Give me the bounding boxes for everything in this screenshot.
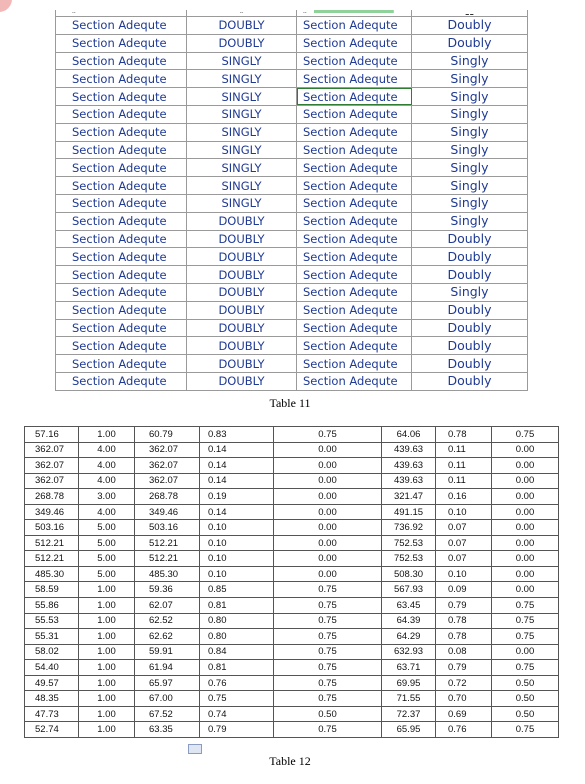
table-row bbox=[25, 504, 559, 520]
table-cell[interactable]: SINGLY bbox=[187, 141, 297, 159]
table-cell: 752.53 bbox=[382, 551, 436, 567]
table-cell[interactable]: Section Adequte bbox=[297, 177, 412, 195]
table-row bbox=[25, 473, 559, 489]
table-cell: 632.93 bbox=[382, 644, 436, 660]
table-cell[interactable]: Section Adequte bbox=[297, 194, 412, 212]
table-row bbox=[25, 566, 559, 582]
table-cell: 752.53 bbox=[382, 535, 436, 551]
table-cell[interactable]: Section Adequte bbox=[56, 123, 187, 141]
table-cell[interactable]: Doubly bbox=[412, 230, 528, 248]
table-cell: 63.71 bbox=[382, 660, 436, 676]
table-cell: 5.00 bbox=[79, 535, 135, 551]
header-fragment-cell: -- bbox=[187, 10, 297, 17]
table-cell: 0.00 bbox=[492, 582, 559, 598]
table-cell: 0.79 bbox=[200, 722, 274, 738]
table-row bbox=[56, 248, 528, 266]
table-cell: 5.00 bbox=[79, 551, 135, 567]
table-cell: 0.75 bbox=[492, 660, 559, 676]
table-row bbox=[25, 551, 559, 567]
table-cell: 0.10 bbox=[436, 504, 492, 520]
table-cell[interactable]: Doubly bbox=[412, 355, 528, 373]
table-cell[interactable]: Section Adequte bbox=[56, 372, 187, 390]
table-row bbox=[56, 212, 528, 230]
table-cell[interactable]: SINGLY bbox=[187, 105, 297, 123]
table-cell[interactable]: Section Adequte bbox=[297, 301, 412, 319]
table-cell: 4.00 bbox=[79, 442, 135, 458]
table-cell: 1.00 bbox=[79, 629, 135, 645]
table-cell[interactable]: Singly bbox=[412, 141, 528, 159]
table-cell: 4.00 bbox=[79, 458, 135, 474]
table-row bbox=[25, 675, 559, 691]
table-cell: 0.69 bbox=[436, 706, 492, 722]
table-cell: 64.29 bbox=[382, 629, 436, 645]
table-row bbox=[25, 582, 559, 598]
table-cell: 55.31 bbox=[25, 629, 79, 645]
table-cell[interactable]: DOUBLY bbox=[187, 248, 297, 266]
table-cell: 65.95 bbox=[382, 722, 436, 738]
table-cell[interactable]: Section Adequte bbox=[56, 194, 187, 212]
table-cell: 0.00 bbox=[274, 473, 382, 489]
table-cell: 65.97 bbox=[135, 675, 200, 691]
table-11 bbox=[55, 5, 528, 391]
table-cell[interactable]: SINGLY bbox=[187, 194, 297, 212]
table-cell: 0.75 bbox=[274, 691, 382, 707]
table-cell[interactable]: Section Adequte bbox=[56, 212, 187, 230]
table-cell: 0.81 bbox=[200, 660, 274, 676]
table-cell: 0.00 bbox=[274, 489, 382, 505]
table-row bbox=[25, 722, 559, 738]
table-cell: 0.80 bbox=[200, 613, 274, 629]
table-cell: 736.92 bbox=[382, 520, 436, 536]
table-row bbox=[25, 535, 559, 551]
table-cell: 0.75 bbox=[492, 629, 559, 645]
table-cell: 0.75 bbox=[274, 660, 382, 676]
table-cell[interactable]: Section Adequte bbox=[297, 34, 412, 52]
table-cell[interactable]: Section Adequte bbox=[56, 248, 187, 266]
table-cell: 0.75 bbox=[200, 691, 274, 707]
table-cell: 54.40 bbox=[25, 660, 79, 676]
table-cell: 1.00 bbox=[79, 644, 135, 660]
table-cell: 0.50 bbox=[274, 706, 382, 722]
table-cell: 0.75 bbox=[274, 598, 382, 614]
table-cell[interactable]: Section Adequte bbox=[297, 17, 412, 35]
table-cell: 0.00 bbox=[492, 489, 559, 505]
table-cell: 485.30 bbox=[135, 566, 200, 582]
table-cell[interactable]: Section Adequte bbox=[56, 17, 187, 35]
table-cell: 4.00 bbox=[79, 473, 135, 489]
table-cell: 0.75 bbox=[274, 629, 382, 645]
table-cell[interactable]: Section Adequte bbox=[56, 52, 187, 70]
table-cell[interactable]: Singly bbox=[412, 88, 528, 106]
table-cell: 0.72 bbox=[436, 675, 492, 691]
table-row bbox=[56, 159, 528, 177]
table-cell: 0.78 bbox=[436, 427, 492, 443]
table-cell: 0.50 bbox=[492, 691, 559, 707]
table-cell[interactable]: Singly bbox=[412, 70, 528, 88]
table-12-container bbox=[24, 426, 558, 738]
table-cell[interactable]: Singly bbox=[412, 177, 528, 195]
table-cell[interactable]: Section Adequte bbox=[56, 159, 187, 177]
table-cell[interactable]: SINGLY bbox=[187, 177, 297, 195]
table-cell: 0.83 bbox=[200, 427, 274, 443]
table-cell: 0.00 bbox=[492, 644, 559, 660]
table-11-caption: Table 11 bbox=[269, 396, 311, 410]
table-cell: 0.70 bbox=[436, 691, 492, 707]
table-cell[interactable]: Doubly bbox=[412, 34, 528, 52]
table-cell[interactable]: Doubly bbox=[412, 266, 528, 284]
table-cell: 0.00 bbox=[492, 566, 559, 582]
table-cell: 321.47 bbox=[382, 489, 436, 505]
table-cell: 349.46 bbox=[135, 504, 200, 520]
table-cell: 0.79 bbox=[436, 598, 492, 614]
table-cell: 0.00 bbox=[274, 520, 382, 536]
table-12 bbox=[24, 426, 559, 738]
table-cell: 58.59 bbox=[25, 582, 79, 598]
table-cell: 64.39 bbox=[382, 613, 436, 629]
table-row bbox=[56, 17, 528, 35]
table-cell[interactable]: Section Adequte bbox=[297, 212, 412, 230]
table-cell: 0.76 bbox=[200, 675, 274, 691]
table-cell: 268.78 bbox=[25, 489, 79, 505]
table-cell: 55.53 bbox=[25, 613, 79, 629]
table-row bbox=[56, 337, 528, 355]
table-cell: 1.00 bbox=[79, 691, 135, 707]
table-cell[interactable]: DOUBLY bbox=[187, 355, 297, 373]
table-cell: 59.36 bbox=[135, 582, 200, 598]
table-cell: 512.21 bbox=[25, 551, 79, 567]
table-cell[interactable]: Singly bbox=[412, 52, 528, 70]
table-cell: 0.74 bbox=[200, 706, 274, 722]
table-cell: 512.21 bbox=[135, 535, 200, 551]
table-cell: 0.00 bbox=[492, 458, 559, 474]
header-fragment-cell: -- bbox=[56, 10, 187, 17]
table-row bbox=[56, 372, 528, 390]
table-cell[interactable]: DOUBLY bbox=[187, 319, 297, 337]
table-cell[interactable]: Section Adequte bbox=[297, 141, 412, 159]
table-cell: 0.14 bbox=[200, 442, 274, 458]
table-cell: 0.50 bbox=[492, 706, 559, 722]
table-cell: 0.00 bbox=[274, 566, 382, 582]
table-cell: 0.16 bbox=[436, 489, 492, 505]
table-cell: 69.95 bbox=[382, 675, 436, 691]
table-cell: 268.78 bbox=[135, 489, 200, 505]
table-row bbox=[56, 301, 528, 319]
table-cell: 0.00 bbox=[274, 442, 382, 458]
table-cell: 0.75 bbox=[274, 427, 382, 443]
paste-options-icon[interactable] bbox=[188, 744, 202, 754]
table-cell: 0.00 bbox=[492, 442, 559, 458]
table-cell: 362.07 bbox=[135, 473, 200, 489]
table-cell[interactable]: Section Adequte bbox=[56, 70, 187, 88]
table-cell: 64.06 bbox=[382, 427, 436, 443]
table-cell: 62.62 bbox=[135, 629, 200, 645]
table-cell: 1.00 bbox=[79, 722, 135, 738]
table-row bbox=[25, 489, 559, 505]
table-row bbox=[25, 442, 559, 458]
table-cell: 485.30 bbox=[25, 566, 79, 582]
table-cell: 0.75 bbox=[274, 613, 382, 629]
header-fragment-cell: -- bbox=[412, 10, 528, 17]
table-cell: 362.07 bbox=[135, 458, 200, 474]
table-row bbox=[56, 283, 528, 301]
table-cell[interactable]: Section Adequte bbox=[56, 319, 187, 337]
table-cell: 0.00 bbox=[274, 504, 382, 520]
table-cell: 0.19 bbox=[200, 489, 274, 505]
table-row bbox=[56, 88, 528, 106]
table-cell: 0.11 bbox=[436, 458, 492, 474]
table-cell[interactable]: Section Adequte bbox=[56, 337, 187, 355]
corner-mark bbox=[0, 0, 12, 12]
table-cell: 0.75 bbox=[274, 644, 382, 660]
table-row bbox=[25, 660, 559, 676]
table-row bbox=[56, 266, 528, 284]
table-cell[interactable]: Doubly bbox=[412, 301, 528, 319]
table-cell: 3.00 bbox=[79, 489, 135, 505]
table-cell: 362.07 bbox=[25, 458, 79, 474]
table-cell: 0.75 bbox=[274, 722, 382, 738]
table-cell: 0.75 bbox=[492, 598, 559, 614]
table-cell[interactable]: Section Adequte bbox=[297, 248, 412, 266]
table-cell: 491.15 bbox=[382, 504, 436, 520]
table-cell[interactable]: Section Adequte bbox=[297, 266, 412, 284]
table-cell: 0.11 bbox=[436, 473, 492, 489]
table-cell: 0.00 bbox=[492, 504, 559, 520]
table-cell[interactable]: Section Adequte bbox=[56, 177, 187, 195]
table-cell[interactable]: Singly bbox=[412, 159, 528, 177]
table-cell: 0.75 bbox=[492, 722, 559, 738]
table-row bbox=[25, 629, 559, 645]
table-cell: 1.00 bbox=[79, 613, 135, 629]
table-cell: 0.50 bbox=[492, 675, 559, 691]
table-cell[interactable]: Section Adequte bbox=[297, 70, 412, 88]
table-row bbox=[56, 355, 528, 373]
table-cell: 59.91 bbox=[135, 644, 200, 660]
table-cell: 67.52 bbox=[135, 706, 200, 722]
table-cell: 63.35 bbox=[135, 722, 200, 738]
table-cell: 1.00 bbox=[79, 675, 135, 691]
table-cell[interactable]: Section Adequte bbox=[297, 283, 412, 301]
table-cell: 47.73 bbox=[25, 706, 79, 722]
table-cell: 67.00 bbox=[135, 691, 200, 707]
table-cell: 0.00 bbox=[492, 520, 559, 536]
table-row bbox=[56, 141, 528, 159]
table-cell: 0.00 bbox=[274, 458, 382, 474]
table-row bbox=[56, 34, 528, 52]
table-cell[interactable]: Section Adequte bbox=[56, 141, 187, 159]
table-cell: 362.07 bbox=[25, 442, 79, 458]
table-cell[interactable]: Singly bbox=[412, 283, 528, 301]
table-cell: 503.16 bbox=[135, 520, 200, 536]
table-cell: 60.79 bbox=[135, 427, 200, 443]
table-cell: 0.10 bbox=[436, 566, 492, 582]
table-cell: 1.00 bbox=[79, 706, 135, 722]
table-cell: 0.84 bbox=[200, 644, 274, 660]
table-cell: 362.07 bbox=[135, 442, 200, 458]
table-cell: 0.78 bbox=[436, 613, 492, 629]
table-cell[interactable]: Section Adequte bbox=[56, 88, 187, 106]
table-cell: 72.37 bbox=[382, 706, 436, 722]
table-cell: 0.00 bbox=[274, 535, 382, 551]
table-row bbox=[25, 458, 559, 474]
table-row bbox=[56, 123, 528, 141]
table-cell: 0.80 bbox=[200, 629, 274, 645]
table-cell[interactable]: DOUBLY bbox=[187, 372, 297, 390]
table-cell[interactable]: SINGLY bbox=[187, 159, 297, 177]
table-cell[interactable]: Section Adequte bbox=[297, 355, 412, 373]
table-cell: 0.00 bbox=[492, 473, 559, 489]
table-cell[interactable]: SINGLY bbox=[187, 123, 297, 141]
table-cell: 49.57 bbox=[25, 675, 79, 691]
table-row bbox=[25, 644, 559, 660]
table-row bbox=[56, 52, 528, 70]
table-cell: 362.07 bbox=[25, 473, 79, 489]
table-cell: 71.55 bbox=[382, 691, 436, 707]
table-cell: 0.11 bbox=[436, 442, 492, 458]
table-row bbox=[56, 177, 528, 195]
table-cell[interactable]: Doubly bbox=[412, 372, 528, 390]
table-cell[interactable]: Doubly bbox=[412, 337, 528, 355]
table-row bbox=[25, 706, 559, 722]
table-cell: 512.21 bbox=[25, 535, 79, 551]
table-cell[interactable]: Section Adequte bbox=[56, 266, 187, 284]
table-cell[interactable]: Section Adequte bbox=[297, 319, 412, 337]
table-cell[interactable]: Section Adequte bbox=[56, 230, 187, 248]
header-fragment-cell: -- bbox=[297, 10, 412, 17]
table-cell: 1.00 bbox=[79, 582, 135, 598]
table-cell[interactable]: Section Adequte bbox=[297, 52, 412, 70]
table-cell: 0.75 bbox=[492, 613, 559, 629]
table-cell: 0.14 bbox=[200, 458, 274, 474]
table-cell[interactable]: Section Adequte bbox=[297, 88, 412, 106]
table-cell: 0.76 bbox=[436, 722, 492, 738]
table-cell: 61.94 bbox=[135, 660, 200, 676]
table-cell[interactable]: Section Adequte bbox=[297, 372, 412, 390]
table-cell[interactable]: DOUBLY bbox=[187, 266, 297, 284]
table-cell[interactable]: Singly bbox=[412, 123, 528, 141]
table-cell[interactable]: DOUBLY bbox=[187, 230, 297, 248]
table-cell: 0.85 bbox=[200, 582, 274, 598]
table-cell: 0.75 bbox=[492, 427, 559, 443]
table-11-container bbox=[55, 5, 527, 391]
table-cell[interactable]: DOUBLY bbox=[187, 212, 297, 230]
table-cell: 1.00 bbox=[79, 427, 135, 443]
table-cell[interactable]: Singly bbox=[412, 212, 528, 230]
table-cell: 58.02 bbox=[25, 644, 79, 660]
table-cell[interactable]: Section Adequte bbox=[297, 159, 412, 177]
table-cell: 512.21 bbox=[135, 551, 200, 567]
table-cell[interactable]: Section Adequte bbox=[56, 355, 187, 373]
table-cell: 0.75 bbox=[274, 582, 382, 598]
table-cell: 0.07 bbox=[436, 520, 492, 536]
table-cell[interactable]: Doubly bbox=[412, 17, 528, 35]
table-cell: 508.30 bbox=[382, 566, 436, 582]
table-cell: 52.74 bbox=[25, 722, 79, 738]
table-cell: 1.00 bbox=[79, 598, 135, 614]
table-cell: 0.79 bbox=[436, 660, 492, 676]
table-cell[interactable]: DOUBLY bbox=[187, 283, 297, 301]
table-cell: 439.63 bbox=[382, 473, 436, 489]
table-cell[interactable]: DOUBLY bbox=[187, 34, 297, 52]
table-cell[interactable]: Doubly bbox=[412, 248, 528, 266]
table-cell: 0.78 bbox=[436, 629, 492, 645]
table-cell[interactable]: Section Adequte bbox=[56, 283, 187, 301]
table-cell: 0.00 bbox=[274, 551, 382, 567]
table-row bbox=[56, 194, 528, 212]
table-cell[interactable]: DOUBLY bbox=[187, 17, 297, 35]
table-cell: 5.00 bbox=[79, 520, 135, 536]
table-cell: 0.75 bbox=[274, 675, 382, 691]
table-cell: 62.52 bbox=[135, 613, 200, 629]
table-cell[interactable]: Section Adequte bbox=[297, 337, 412, 355]
table-cell: 0.10 bbox=[200, 566, 274, 582]
table-cell[interactable]: SINGLY bbox=[187, 70, 297, 88]
table-cell: 48.35 bbox=[25, 691, 79, 707]
table-cell: 0.07 bbox=[436, 551, 492, 567]
table-cell: 0.07 bbox=[436, 535, 492, 551]
table-cell[interactable]: Section Adequte bbox=[56, 34, 187, 52]
table-row bbox=[56, 70, 528, 88]
table-cell[interactable]: Section Adequte bbox=[297, 123, 412, 141]
table-cell[interactable]: Section Adequte bbox=[297, 105, 412, 123]
table-row bbox=[25, 427, 559, 443]
table-cell: 0.09 bbox=[436, 582, 492, 598]
table-cell: 0.14 bbox=[200, 504, 274, 520]
table-cell: 0.00 bbox=[492, 535, 559, 551]
table-cell: 503.16 bbox=[25, 520, 79, 536]
table-cell: 4.00 bbox=[79, 504, 135, 520]
table-cell: 63.45 bbox=[382, 598, 436, 614]
table-cell: 0.10 bbox=[200, 551, 274, 567]
table-row bbox=[25, 598, 559, 614]
table-cell[interactable]: Doubly bbox=[412, 319, 528, 337]
table-cell: 62.07 bbox=[135, 598, 200, 614]
table-cell[interactable]: DOUBLY bbox=[187, 301, 297, 319]
table-cell: 0.81 bbox=[200, 598, 274, 614]
table-cell[interactable]: Singly bbox=[412, 194, 528, 212]
table-12-caption: Table 12 bbox=[269, 754, 311, 768]
table-row bbox=[56, 105, 528, 123]
table-cell[interactable]: SINGLY bbox=[187, 52, 297, 70]
table-cell[interactable]: Section Adequte bbox=[297, 230, 412, 248]
table-cell: 55.86 bbox=[25, 598, 79, 614]
table-cell: 567.93 bbox=[382, 582, 436, 598]
table-cell: 57.16 bbox=[25, 427, 79, 443]
table-cell: 0.08 bbox=[436, 644, 492, 660]
table-cell: 5.00 bbox=[79, 566, 135, 582]
table-row bbox=[25, 520, 559, 536]
table-cell[interactable]: Section Adequte bbox=[56, 301, 187, 319]
table-cell: 0.10 bbox=[200, 535, 274, 551]
table-cell: 0.14 bbox=[200, 473, 274, 489]
table-cell[interactable]: SINGLY bbox=[187, 88, 297, 106]
table-cell[interactable]: DOUBLY bbox=[187, 337, 297, 355]
table-cell: 0.00 bbox=[492, 551, 559, 567]
table-cell[interactable]: Section Adequte bbox=[56, 105, 187, 123]
table-row bbox=[25, 691, 559, 707]
table-row bbox=[56, 319, 528, 337]
table-row bbox=[56, 230, 528, 248]
table-cell: 0.10 bbox=[200, 520, 274, 536]
table-cell: 439.63 bbox=[382, 458, 436, 474]
table-cell[interactable]: Singly bbox=[412, 105, 528, 123]
table-row bbox=[25, 613, 559, 629]
table-cell: 349.46 bbox=[25, 504, 79, 520]
table-cell: 1.00 bbox=[79, 660, 135, 676]
table-cell: 439.63 bbox=[382, 442, 436, 458]
